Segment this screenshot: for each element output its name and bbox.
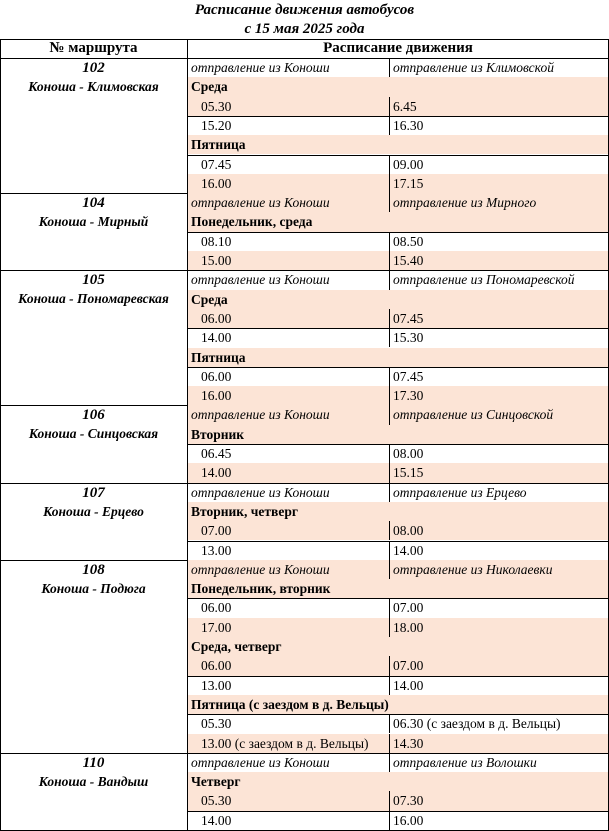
grid-line xyxy=(389,676,390,695)
departure-origin-a: отправление из Коноши xyxy=(191,60,330,75)
departure-origin-b: отправление из Николаевки xyxy=(393,561,553,577)
grid-line xyxy=(187,405,188,482)
grid-line xyxy=(389,521,390,540)
grid-line xyxy=(389,656,390,675)
grid-line xyxy=(389,251,390,270)
grid-line xyxy=(389,791,390,810)
time-departure-a: 14.00 xyxy=(201,330,232,346)
grid-line xyxy=(187,560,188,753)
days-of-week: Четверг xyxy=(191,774,241,790)
page-title: Расписание движения автобусов xyxy=(194,2,415,18)
time-departure-a: 13.00 (с заездом в д. Вельцы) xyxy=(201,735,369,751)
route-number: 106 xyxy=(82,407,105,424)
grid-line xyxy=(389,753,390,772)
grid-line xyxy=(389,174,390,193)
route-number: 104 xyxy=(82,195,105,212)
grid-line xyxy=(187,753,188,830)
grid-line xyxy=(389,444,390,463)
route-name: Коноша - Климовская xyxy=(28,79,159,94)
grid-line xyxy=(0,39,1,58)
time-departure-b: 15.40 xyxy=(393,253,424,268)
time-departure-a: 06.45 xyxy=(201,446,232,461)
time-departure-b: 09.00 xyxy=(393,156,424,172)
time-departure-b: 15.30 xyxy=(393,330,424,346)
grid-line xyxy=(187,58,188,193)
time-departure-a: 06.00 xyxy=(201,310,232,326)
page-subtitle: с 15 мая 2025 года xyxy=(244,21,365,37)
time-departure-a: 05.30 xyxy=(201,793,232,809)
grid-line xyxy=(187,193,188,270)
days-of-week: Понедельник, среда xyxy=(191,214,313,230)
row-band xyxy=(188,290,608,309)
days-of-week: Среда, четверг xyxy=(191,639,282,654)
grid-line xyxy=(187,270,188,405)
grid-line xyxy=(389,386,390,405)
grid-line xyxy=(0,193,1,270)
grid-line xyxy=(389,714,390,733)
time-departure-a: 13.00 xyxy=(201,542,232,558)
time-departure-a: 13.00 xyxy=(201,677,232,693)
time-departure-b: 18.00 xyxy=(393,619,424,635)
time-departure-a: 15.20 xyxy=(201,117,232,133)
grid-line xyxy=(0,39,609,40)
grid-line xyxy=(389,193,390,212)
time-departure-b: 07.00 xyxy=(393,600,424,616)
grid-line xyxy=(0,270,1,405)
grid-line xyxy=(389,405,390,424)
departure-origin-b: отправление из Мирного xyxy=(393,195,537,211)
departure-origin-a: отправление из Коноши xyxy=(191,272,330,288)
row-band xyxy=(188,348,608,367)
days-of-week: Вторник, четверг xyxy=(191,503,298,519)
time-departure-a: 14.00 xyxy=(201,812,232,828)
time-departure-a: 06.00 xyxy=(201,600,232,616)
grid-line xyxy=(389,598,390,617)
grid-line xyxy=(389,270,390,289)
time-departure-b: 17.30 xyxy=(393,388,424,404)
grid-line xyxy=(0,560,1,753)
time-departure-b: 6.45 xyxy=(393,98,417,114)
time-departure-a: 15.00 xyxy=(201,253,232,268)
grid-line xyxy=(389,541,390,560)
time-departure-a: 06.00 xyxy=(201,658,232,674)
days-of-week: Пятница xyxy=(191,349,246,365)
time-departure-a: 08.10 xyxy=(201,233,232,249)
departure-origin-a: отправление из Коноши xyxy=(191,195,330,211)
route-number: 110 xyxy=(82,754,105,771)
route-name: Коноша - Пономаревская xyxy=(18,291,169,307)
grid-line xyxy=(0,753,1,830)
days-of-week: Вторник xyxy=(191,426,245,442)
grid-line xyxy=(389,560,390,579)
grid-line xyxy=(389,811,390,830)
time-departure-a: 06.00 xyxy=(201,368,232,384)
time-departure-b: 08.00 xyxy=(393,523,424,539)
time-departure-a: 17.00 xyxy=(201,619,232,635)
time-departure-b: 07.45 xyxy=(393,368,424,384)
days-of-week: Среда xyxy=(191,79,228,95)
grid-line xyxy=(389,328,390,347)
grid-line xyxy=(389,463,390,482)
time-departure-b: 06.30 (с заездом в д. Вельцы) xyxy=(393,716,561,732)
time-departure-a: 14.00 xyxy=(201,465,232,481)
grid-line xyxy=(389,58,390,77)
days-of-week: Пятница xyxy=(191,137,246,153)
grid-line xyxy=(389,483,390,502)
departure-origin-a: отправление из Коноши xyxy=(191,754,330,770)
route-name: Коноша - Мирный xyxy=(38,214,149,230)
time-departure-b: 14.00 xyxy=(393,542,424,558)
time-departure-a: 05.30 xyxy=(201,98,232,114)
departure-origin-b: отправление из Пономаревской xyxy=(393,272,575,288)
time-departure-a: 07.45 xyxy=(201,156,232,172)
time-departure-b: 07.45 xyxy=(393,310,424,326)
route-number: 107 xyxy=(82,484,105,501)
route-name: Коноша - Ерцево xyxy=(43,503,144,519)
grid-line xyxy=(389,618,390,637)
grid-line xyxy=(187,483,188,560)
grid-line xyxy=(0,483,1,560)
route-name: Коноша - Синцовская xyxy=(28,426,159,442)
time-departure-b: 17.15 xyxy=(393,175,424,191)
route-name: Коноша - Вандыш xyxy=(38,773,149,789)
time-departure-b: 07.00 xyxy=(393,658,424,674)
route-number: 108 xyxy=(82,561,105,578)
grid-line xyxy=(0,405,1,482)
row-band xyxy=(188,772,608,791)
departure-origin-b: отправление из Ерцево xyxy=(393,484,527,500)
departure-origin-a: отправление из Коноши xyxy=(191,484,330,500)
time-departure-b: 08.00 xyxy=(393,446,424,461)
days-of-week: Пятница (с заездом в д. Вельцы) xyxy=(191,696,389,712)
row-band xyxy=(188,135,608,154)
grid-line xyxy=(187,39,188,58)
route-name: Коноша - Подюга xyxy=(41,580,146,596)
grid-line xyxy=(0,58,1,193)
days-of-week: Понедельник, вторник xyxy=(191,581,331,597)
grid-line xyxy=(389,232,390,251)
grid-line xyxy=(389,734,390,753)
time-departure-b: 14.00 xyxy=(393,677,424,693)
grid-line xyxy=(389,116,390,135)
time-departure-b: 16.30 xyxy=(393,117,424,133)
route-number: 102 xyxy=(82,60,105,76)
route-column-header: № маршрута xyxy=(49,40,138,56)
departure-origin-b: отправление из Волошки xyxy=(393,754,537,770)
time-departure-b: 14.30 xyxy=(393,735,424,751)
row-band xyxy=(188,77,608,96)
grid-line xyxy=(389,309,390,328)
time-departure-b: 15.15 xyxy=(393,465,424,481)
departure-origin-a: отправление из Коноши xyxy=(191,407,330,423)
route-number: 105 xyxy=(82,272,105,289)
time-departure-b: 08.50 xyxy=(393,233,424,249)
departure-origin-a: отправление из Коноши xyxy=(191,561,330,577)
departure-origin-b: отправление из Климовской xyxy=(393,60,554,75)
time-departure-a: 16.00 xyxy=(201,175,232,191)
departure-origin-b: отправление из Синцовской xyxy=(393,407,554,423)
grid-line xyxy=(389,155,390,174)
row-band xyxy=(188,425,608,444)
schedule-column-header: Расписание движения xyxy=(323,40,473,56)
time-departure-b: 07.30 xyxy=(393,793,424,809)
time-departure-a: 07.00 xyxy=(201,523,232,539)
grid-line xyxy=(389,367,390,386)
days-of-week: Среда xyxy=(191,291,228,307)
time-departure-a: 16.00 xyxy=(201,388,232,404)
time-departure-a: 05.30 xyxy=(201,716,232,732)
grid-line xyxy=(389,97,390,116)
time-departure-b: 16.00 xyxy=(393,812,424,828)
